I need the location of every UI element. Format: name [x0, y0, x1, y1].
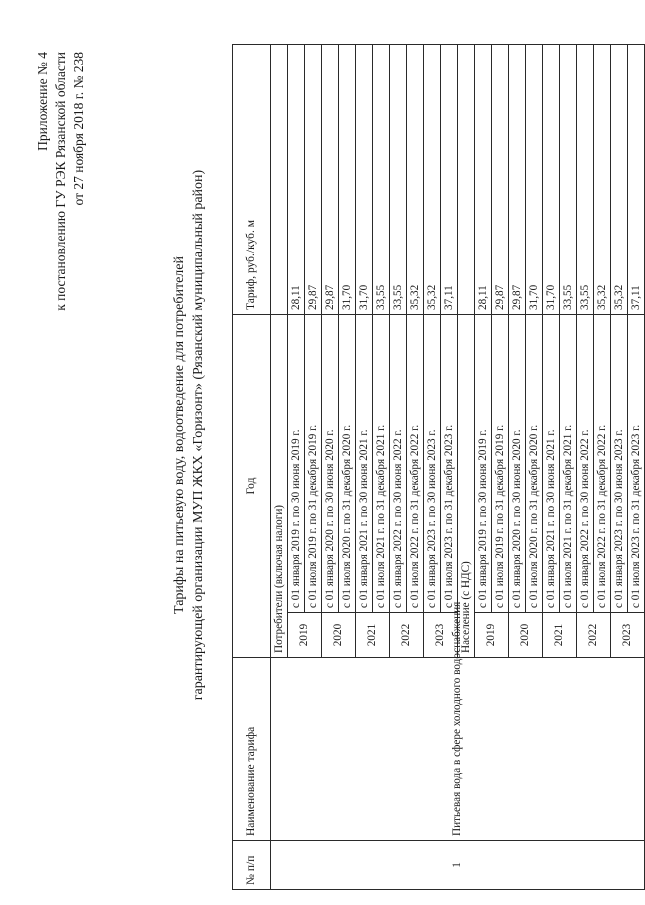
tariff-cell: 31,70	[526, 44, 543, 314]
period-cell: с 01 июля 2023 г. по 31 декабря 2023 г.	[628, 314, 645, 612]
period-cell: с 01 июля 2021 г. по 31 декабря 2021 г.	[373, 314, 390, 612]
tariff-cell: 33,55	[390, 44, 407, 314]
year-cell: 2022	[390, 613, 424, 658]
tariff-table	[232, 44, 645, 890]
tariff-cell: 35,32	[594, 44, 611, 314]
tariff-cell: 31,70	[356, 44, 373, 314]
group-label: Население (с НДС)	[458, 314, 475, 657]
title-line-1: Тарифы на питьевую воду, водоотведение для потребителей	[172, 256, 187, 614]
period-cell: с 01 июля 2022 г. по 31 декабря 2022 г.	[594, 314, 611, 612]
year-cell: 2020	[322, 613, 356, 658]
document-title	[170, 75, 208, 795]
appendix-date: от 27 ноября 2018 г. № 238	[71, 52, 86, 206]
table-body	[271, 44, 645, 889]
header-tariff: Тариф, руб./куб. м	[233, 44, 271, 314]
header-year: Год	[233, 314, 271, 657]
period-cell: с 01 января 2021 г. по 30 июня 2021 г.	[543, 314, 560, 612]
period-cell: с 01 июля 2023 г. по 31 декабря 2023 г.	[441, 314, 458, 612]
tariff-cell: 37,11	[441, 44, 458, 314]
tariff-cell: 29,87	[509, 44, 526, 314]
tariff-cell: 35,32	[611, 44, 628, 314]
year-cell: 2023	[424, 613, 458, 658]
tariff-name: Питьевая вода в сфере холодного водоснабжения	[271, 658, 645, 841]
table-header-row	[233, 44, 271, 889]
header-num: № п/п	[233, 841, 271, 890]
period-cell: с 01 января 2019 г. по 30 июня 2019 г.	[475, 314, 492, 612]
tariff-cell: 28,11	[475, 44, 492, 314]
period-cell: с 01 января 2021 г. по 30 июня 2021 г.	[356, 314, 373, 612]
period-cell: с 01 июля 2022 г. по 31 декабря 2022 г.	[407, 314, 424, 612]
header-name: Наименование тарифа	[233, 658, 271, 841]
tariff-cell: 37,11	[628, 44, 645, 314]
tariff-cell: 29,87	[322, 44, 339, 314]
period-cell: с 01 января 2022 г. по 30 июня 2022 г.	[577, 314, 594, 612]
period-cell: с 01 января 2023 г. по 30 июня 2023 г.	[424, 314, 441, 612]
appendix-reference: к постановлению ГУ РЭК Рязанской области	[53, 52, 68, 311]
tariff-cell: 33,55	[577, 44, 594, 314]
period-cell: с 01 июля 2021 г. по 31 декабря 2021 г.	[560, 314, 577, 612]
year-cell: 2021	[356, 613, 390, 658]
year-cell: 2023	[611, 613, 645, 658]
tariff-cell: 33,55	[560, 44, 577, 314]
group-row	[271, 44, 288, 889]
period-cell: с 01 июля 2019 г. по 31 декабря 2019 г.	[492, 314, 509, 612]
year-cell: 2021	[543, 613, 577, 658]
tariff-cell: 28,11	[288, 44, 305, 314]
year-cell: 2019	[288, 613, 322, 658]
group-tariff-cell	[458, 44, 475, 314]
group-label: Потребители (включая налоги)	[271, 314, 288, 657]
title-line-2: гарантирующей организации МУП ЖКХ «Горизонт» (Рязанский муниципальный район)	[191, 169, 206, 701]
tariff-cell: 29,87	[492, 44, 509, 314]
tariff-cell: 31,70	[339, 44, 356, 314]
tariff-cell: 33,55	[373, 44, 390, 314]
period-cell: с 01 января 2023 г. по 30 июня 2023 г.	[611, 314, 628, 612]
row-number: 1	[271, 841, 645, 890]
period-cell: с 01 января 2019 г. по 30 июня 2019 г.	[288, 314, 305, 612]
period-cell: с 01 июля 2020 г. по 31 декабря 2020 г.	[526, 314, 543, 612]
appendix-number: Приложение № 4	[35, 52, 50, 151]
appendix-header	[34, 52, 88, 311]
tariff-cell: 35,32	[424, 44, 441, 314]
tariff-cell: 35,32	[407, 44, 424, 314]
year-cell: 2022	[577, 613, 611, 658]
year-cell: 2019	[475, 613, 509, 658]
period-cell: с 01 января 2020 г. по 30 июня 2020 г.	[322, 314, 339, 612]
period-cell: с 01 июля 2019 г. по 31 декабря 2019 г.	[305, 314, 322, 612]
year-cell: 2020	[509, 613, 543, 658]
period-cell: с 01 января 2020 г. по 30 июня 2020 г.	[509, 314, 526, 612]
period-cell: с 01 января 2022 г. по 30 июня 2022 г.	[390, 314, 407, 612]
period-cell: с 01 июля 2020 г. по 31 декабря 2020 г.	[339, 314, 356, 612]
tariff-cell: 31,70	[543, 44, 560, 314]
tariff-cell: 29,87	[305, 44, 322, 314]
group-tariff-cell	[271, 44, 288, 314]
